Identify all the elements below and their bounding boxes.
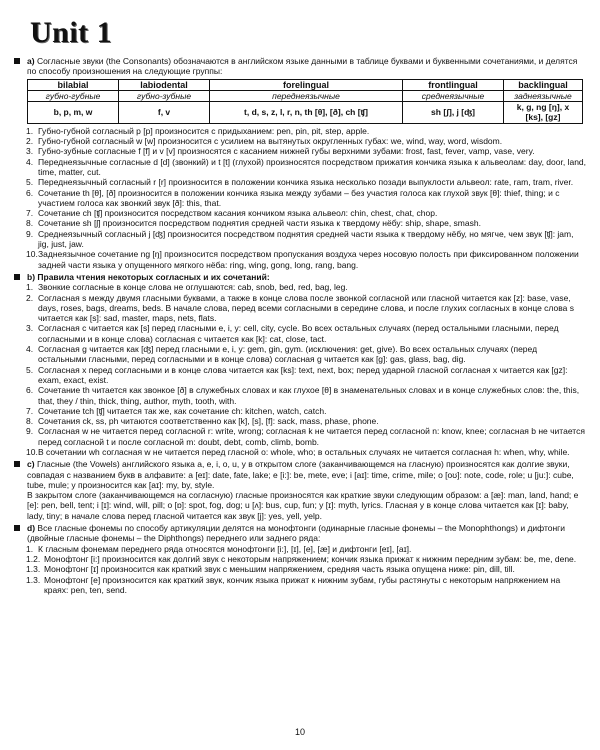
section-d-text: Все гласные фонемы по способу артикуляции делятся на монофтонги (одинарные гласные фонемы – the Monophthongs) и дифтонги (двойные гласные фонемы – the Diphthongs) переднего или заднего ряда:: [27, 523, 566, 544]
table-cell: губно-губные: [28, 90, 119, 101]
reading-rules-list: [14, 282, 586, 457]
table-cell: k, g, ng [ŋ], x [ks], [gz]: [504, 102, 583, 124]
list-item: 3. Губно-зубные согласные f [f] и v [v] произносятся с касанием нижней губы верхними зубами: frost, fast, fever, vamp, vase, very.: [26, 146, 535, 157]
list-item: 10. В сочетании wh согласная w не читается перед гласной o: whole, who; в остальных случаях не читается согласная h: when, why, while.: [26, 446, 570, 457]
list-item: 4. Переднеязычные согласные d [d] (звонкий) и t [t] (глухой) произносятся посредством прижатия кончика языка к альвеолам: day, door, land, time, matter, cut.: [26, 156, 587, 177]
section-c: [14, 459, 586, 490]
table-cell: губно-зубные: [119, 90, 210, 101]
table-cell: заднеязычные: [504, 90, 583, 101]
bullet-square-icon: [14, 525, 20, 531]
list-item: 8. Сочетания ck, ss, ph читаются соответственно как [k], [s], [f]: sack, mass, phase, phone.: [26, 416, 379, 427]
list-item: 1. К гласным фонемам переднего ряда относятся монофтонги [i:], [ɪ], [e], [æ] и дифтонги [eɪ], [aɪ].: [26, 543, 412, 554]
section-c-label: c): [27, 459, 35, 470]
table-header: labiodental: [119, 79, 210, 90]
table-row: [28, 79, 583, 90]
section-b-title: Правила чтения некоторых согласных и их сочетаний:: [37, 271, 270, 282]
list-item: 5. Согласная x перед согласными и в конце слова читается как [ks]: text, next, box; перед ударной гласной согласная x читается как [gz]: exam, exact, exist.: [26, 364, 568, 385]
table-cell: f, v: [119, 102, 210, 124]
list-item: 3. Согласная c читается как [s] перед гласными e, i, y: cell, city, cycle. Во всех остальных случаях (перед остальными гласными, перед согласными и в конце слова) согласная c читается как [k]: cat, close, tact.: [26, 323, 559, 344]
sub-item: 1.2. Монофтонг [i:] произносится как долгий звук с некоторым напряжением; кончик языка прижат к нижним передним зубам: be, me, dene.: [26, 553, 577, 564]
table-cell: среднеязычные: [403, 90, 504, 101]
table-header: bilabial: [28, 79, 119, 90]
bullet-square-icon: [14, 58, 20, 64]
sub-item: 1.3. Монофтонг [e] произносится как краткий звук, кончик языка прижат к нижним зубам, губы растянуты с некоторым напряжением на краях: pen, ten, send.: [26, 574, 561, 595]
section-d-label: d): [27, 523, 36, 534]
table-cell: переднеязычные: [210, 90, 403, 101]
page-number: 10: [294, 727, 305, 737]
table-row: [28, 102, 583, 124]
section-c-paragraph-1: Гласные (the Vowels) английского языка a, e, i, o, u, y в открытом слоге (заканчивающемся на гласную) произносятся как долгие звуки, совпадая с названием букв в алфавите: a [eɪ]: date, fate, lake; e [i:]: be, mete, eve; i [aɪ]: time, crime, mile; o [oʊ]: note, code, role; u [ju:]: cube, tube, mule; y произносится как [aɪ]: my, by, style.: [27, 459, 574, 490]
section-a-text: Согласные звуки (the Consonants) обозначаются в английском языке данными в таблице буквами и буквенными сочетаниями, и делятся по способу произношения на следующие группы:: [27, 56, 578, 77]
list-item: 5. Переднеязычный согласный r [r] произносится в положении кончика языка несколько позади выпуклости альвеол: rate, ram, tram, river.: [26, 177, 574, 188]
list-item: 4. Согласная g читается как [ʤ] перед гласными e, i, y: gem, gin, gym. (исключения: get, give). Во всех остальных случаях (перед остальными гласными, перед согласными и в конце слова) согласная g читается как [g]: gas, glass, bag, dig.: [26, 344, 538, 365]
list-item: 9. Среднеязычный согласный j [ʤ] произносится посредством поднятия средней части языка к твердому нёбу, но мягче, чем звук [ʧ]: jam, jig, just, jaw.: [26, 228, 574, 250]
consonant-list: [14, 126, 586, 270]
table-cell: t, d, s, z, l, r, n, th [θ], [ð], ch [ʧ]: [210, 102, 403, 124]
list-item: 2. Согласная s между двумя гласными буквами, а также в конце слова после звонкой согласной или гласной читается как [z]: base, vase, days, roses, bags, dreams, beds. В начале слова, перед всеми согласными в середине слова, и после глухих согласных в конце слова s читается как [s]: sad, master, maps, nets, flats.: [26, 292, 574, 324]
sub-item: 1.3. Монофтонг [ɪ] произносится как краткий звук с меньшим напряжением, средняя часть языка опущена ниже: pin, dill, till.: [26, 564, 515, 575]
section-b-label: b): [27, 271, 36, 282]
consonant-table-wrap: [27, 79, 586, 124]
list-item: 2. Губно-губной согласный w [w] произносится с усилием на вытянутых округленных губах: we, wind, way, word, wisdom.: [26, 136, 503, 147]
list-item: 7. Сочетание ch [ʧ] произносится посредством касания кончиком языка альвеол: chin, chest, chat, chop.: [26, 208, 438, 219]
list-item: 6. Сочетание th [θ], [ð] произносится в положении кончика языка между зубами – без участия голоса как глухой звук [θ]: thief, thing; и с участием голоса как звонкий звук [ð]: this, that.: [26, 187, 560, 208]
section-d: [14, 523, 586, 544]
section-a-label: a): [27, 56, 35, 66]
list-item: 7. Сочетание tch [ʧ] читается так же, как сочетание ch: kitchen, watch, catch.: [26, 405, 327, 416]
table-header: forelingual: [210, 79, 403, 90]
table-header: backlingual: [504, 79, 583, 90]
table-cell: b, p, m, w: [28, 102, 119, 124]
list-item: 10. Заднеязычное сочетание ng [ŋ] произносится посредством пропускания воздуха через носовую полость при фиксированном положении задней части языка у опущенного мягкого нёба: ring, wing, gong, long, rang, bang.: [26, 249, 579, 270]
page-content: [14, 54, 586, 595]
unit-title: Unit 1: [30, 16, 113, 49]
bullet-square-icon: [14, 461, 20, 467]
section-b: [14, 272, 586, 282]
list-item: 8. Сочетание sh [ʃ] произносится посредством поднятия средней части языка к твердому нёбу: ship, shape, smash.: [26, 218, 481, 229]
table-row: [28, 90, 583, 101]
bullet-square-icon: [14, 274, 20, 280]
list-item: 1. Звонкие согласные в конце слова не оглушаются: cab, snob, bed, red, bag, leg.: [26, 282, 348, 293]
section-a: [14, 56, 586, 77]
consonant-table: [27, 79, 583, 124]
table-header: frontlingual: [403, 79, 504, 90]
list-item: 1. Губно-губной согласный p [p] произносится с придыханием: pen, pin, pit, step, apple.: [26, 125, 370, 136]
table-cell: sh [ʃ], j [ʤ]: [403, 102, 504, 124]
section-c-paragraph-2: В закрытом слоге (заканчивающемся на согласную) гласные произносятся как краткие звуки следующим образом: a [æ]: man, land, hand; e [e]: pen, bell, tent; i [ɪ]: wind, will, pill; o [ɒ]: spot, fog, dog; u [ʌ]: bus, cup, fun; y [ɪ]: myth, lyrics. Гласная y в конце слова читается как [ɪ]: baby, lady, tiny; в начале слова перед гласной читается как звук [j]: yes, yell, yelp.: [27, 490, 579, 521]
list-item: 9. Согласная w не читается перед согласной r: write, wrong; согласная k не читается перед согласной n: know, knee; согласная b не читается перед согласной t и после согласной m: doubt, debt, comb, climb, bomb.: [26, 426, 585, 447]
list-item: 6. Сочетание th читается как звонкое [ð] в служебных словах и как глухое [θ] в знаменательных словах и в конце служебных слов: the, this, that, they / thin, thick, thing, author, myth, tooth, with.: [26, 385, 580, 406]
vowel-list: [14, 544, 586, 554]
